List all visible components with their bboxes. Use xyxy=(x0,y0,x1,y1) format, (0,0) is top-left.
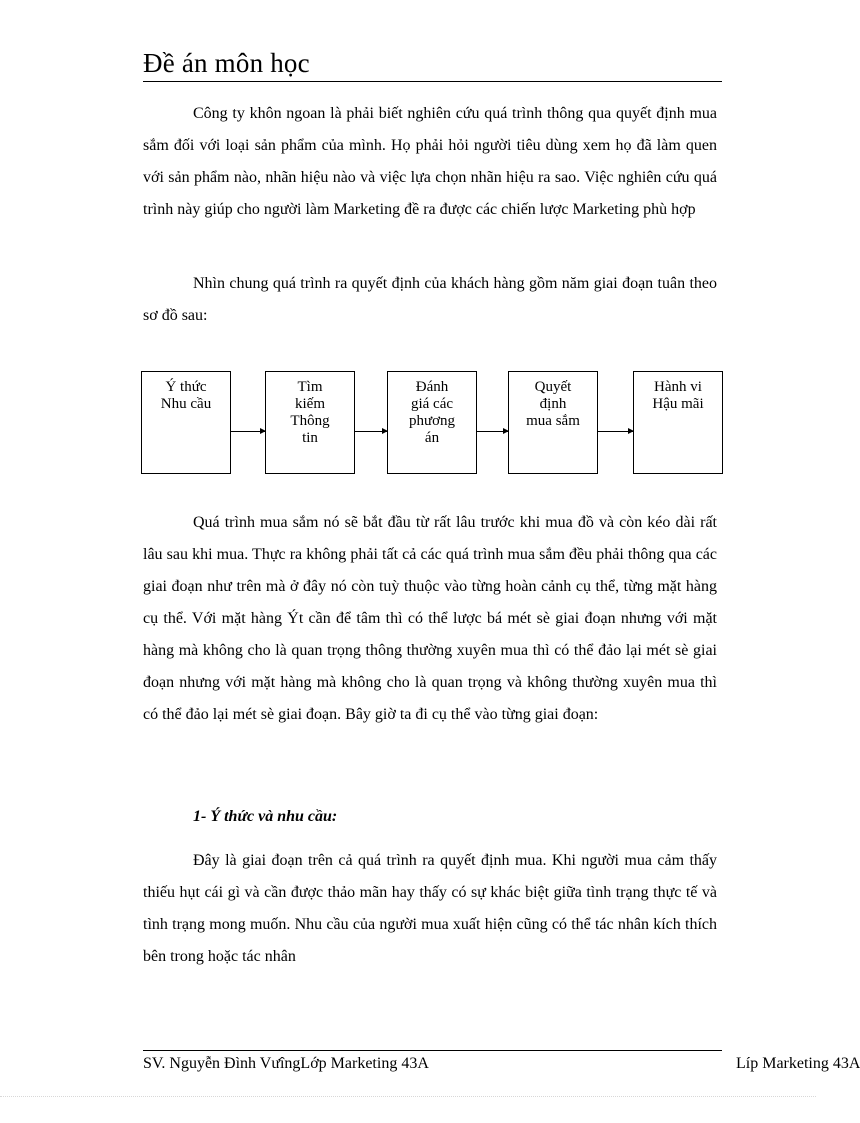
arrow-right-icon xyxy=(598,431,633,432)
stage-text: Ý thức xyxy=(165,379,207,395)
page-edge-divider xyxy=(0,1096,816,1097)
stage-box-purchase-decision xyxy=(508,371,598,474)
paragraph-process-detail: Quá trình mua sắm nó sẽ bắt đầu từ rất lâu trước khi mua đồ và còn kéo dài rất lâu sau khi mua. Thực ra không phải tất cả các quá trình mua sắm đều phải thông qua các giai đoạn như trên mà ở đây nó còn tuỳ thuộc vào từng hoàn cảnh cụ thể, từng mặt hàng cụ thể. Với mặt hàng Ýt cần để tâm thì có thể lược bá mét sè giai đoạn nhưng với mặt hàng mà không cho là quan trọng thông thường xuyên mua thì có thể đảo lại mét sè giai đoạn nhưng với mặt hàng mà không cho là quan trọng và không thường xuyên mua thì có thể đảo lại mét sè giai đoạn. Bây giờ ta đi cụ thể vào từng giai đoạn: xyxy=(143,514,717,723)
paragraph-need-recognition: Đây là giai đoạn trên cả quá trình ra quyết định mua. Khi người mua cảm thấy thiếu hụt cái gì và cần được thảo mãn hay thấy có sự khác biệt giữa tình trạng thực tế và tình trạng mong muốn. Nhu cầu của người mua xuất hiện cũng có thể tác nhân kích thích bên trong hoặc tác nhân xyxy=(143,852,717,965)
page-header-title: Đề án môn học xyxy=(143,48,310,78)
stage-text: định xyxy=(539,396,567,412)
stage-text: kiếm xyxy=(295,396,325,412)
stage-text: tin xyxy=(302,430,318,446)
arrow-right-icon xyxy=(231,431,265,432)
stage-box-post-purchase xyxy=(633,371,723,474)
stage-text: Quyết xyxy=(534,379,572,395)
section-heading: 1- Ý thức và nhu cầu: xyxy=(193,808,338,825)
stage-text: Hành vi xyxy=(654,379,702,395)
paragraph-overview: Nhìn chung quá trình ra quyết định của khách hàng gồm năm giai đoạn tuân theo sơ đồ sau: xyxy=(143,275,717,324)
stage-text: giá các xyxy=(410,396,454,412)
footer-author: SV. Nguyễn Đình VưîngLớp Marketing 43A xyxy=(143,1055,429,1072)
decision-process-diagram xyxy=(140,368,726,480)
stage-text: Đánh xyxy=(415,379,449,395)
arrow-right-icon xyxy=(477,431,508,432)
arrow-right-icon xyxy=(355,431,387,432)
paragraph-intro: Công ty khôn ngoan là phải biết nghiên cứu quá trình thông qua quyết định mua sắm đối với loại sản phẩm của mình. Họ phải hỏi người tiêu dùng xem họ đã làm quen với sản phẩm nào, nhãn hiệu nào và việc lựa chọn nhãn hiệu ra sao. Việc nghiên cứu quá trình này giúp cho người làm Marketing đề ra được các chiến lược Marketing phù hợp xyxy=(143,105,717,218)
stage-text: Nhu cầu xyxy=(160,396,212,412)
stage-box-information-search xyxy=(265,371,355,474)
stage-text: phương xyxy=(408,413,456,429)
footer-class: Líp Marketing 43A xyxy=(736,1055,860,1072)
stage-text: mua sắm xyxy=(526,413,580,429)
stage-text: Thông xyxy=(290,413,330,429)
stage-text: án xyxy=(424,430,440,446)
header-divider xyxy=(143,81,722,82)
stage-box-evaluation xyxy=(387,371,477,474)
stage-text: Tìm xyxy=(297,379,323,395)
stage-box-need-recognition xyxy=(141,371,231,474)
stage-text: Hậu mãi xyxy=(652,396,704,412)
footer-divider xyxy=(143,1050,722,1051)
